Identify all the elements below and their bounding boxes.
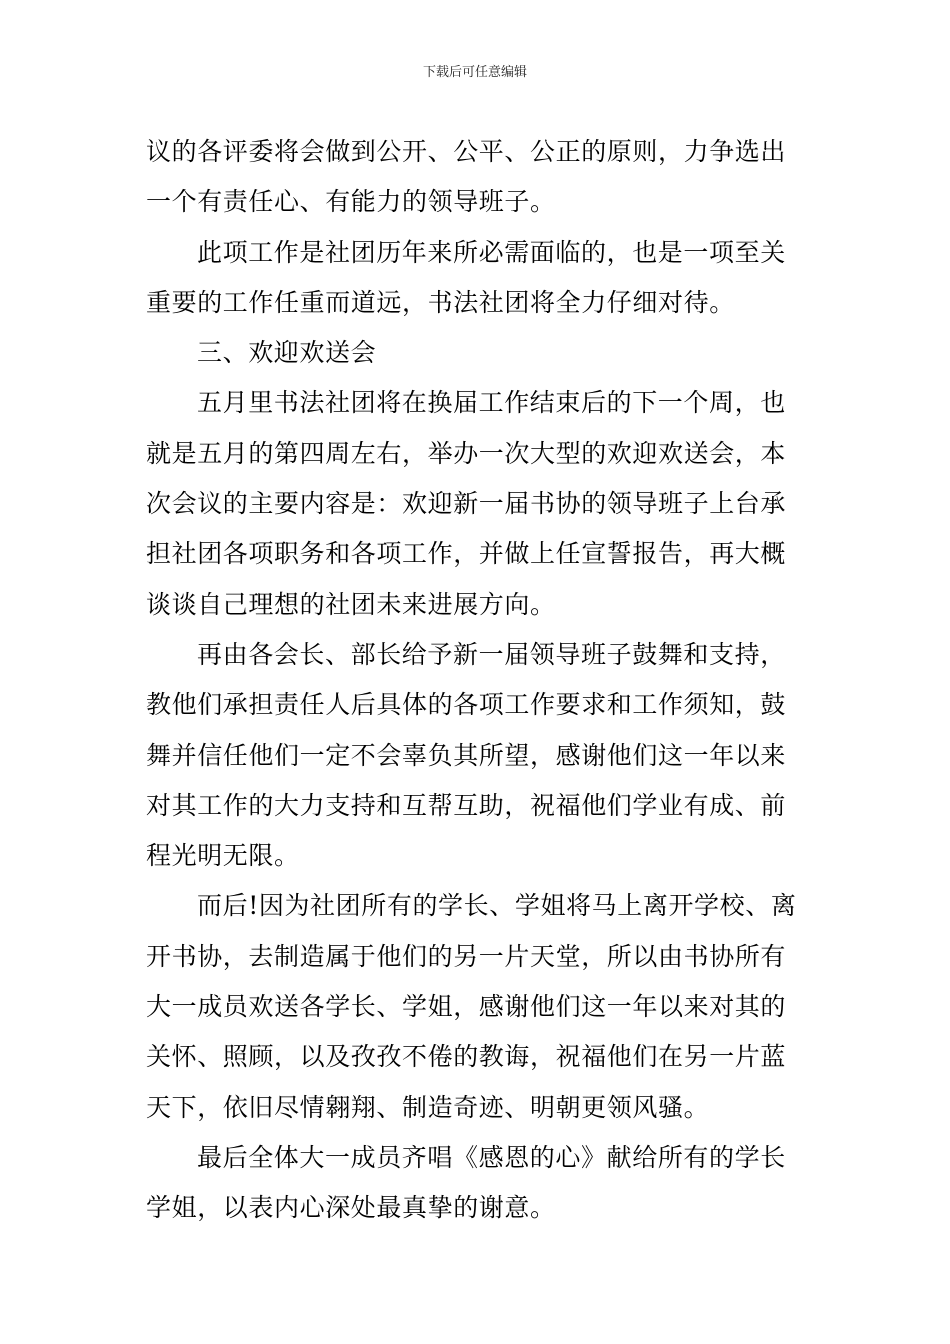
text-line: 议的各评委将会做到公开、公平、公正的原则，力争选出 <box>146 137 787 166</box>
text-line: 天下，依旧尽情翱翔、制造奇迹、明朝更领风骚。 <box>146 1092 710 1122</box>
text-line: 最后全体大一成员齐唱《感恩的心》献给所有的学长 <box>197 1142 786 1172</box>
text-line: 程光明无限。 <box>146 841 300 871</box>
text-line: 次会议的主要内容是：欢迎新一届书协的领导班子上台承 <box>146 489 787 519</box>
text-line: 五月里书法社团将在换届工作结束后的下一个周，也 <box>197 388 786 418</box>
text-line: 谈谈自己理想的社团未来进展方向。 <box>146 589 556 619</box>
text-line: 而后!因为社团所有的学长、学姐将马上离开学校、离 <box>197 891 797 921</box>
text-line: 对其工作的大力支持和互帮互助，祝福他们学业有成、前 <box>146 790 787 820</box>
text-line: 担社团各项职务和各项工作，并做上任宣誓报告，再大概 <box>146 539 787 569</box>
text-line: 大一成员欢送各学长、学姐，感谢他们这一年以来对其的 <box>146 992 787 1022</box>
text-line: 关怀、照顾，以及孜孜不倦的教诲，祝福他们在另一片蓝 <box>146 1042 787 1072</box>
section-heading: 三、欢迎欢送会 <box>197 338 377 368</box>
text-line: 此项工作是社团历年来所必需面临的，也是一项至关 <box>197 237 786 267</box>
text-line: 再由各会长、部长给予新一届领导班子鼓舞和支持， <box>197 639 786 669</box>
text-line: 重要的工作任重而道远，书法社团将全力仔细对待。 <box>146 287 735 317</box>
text-line: 学姐，以表内心深处最真挚的谢意。 <box>146 1193 556 1223</box>
page-header-note: 下载后可任意编辑 <box>422 65 527 80</box>
document-body <box>146 127 811 1234</box>
text-line: 开书协，去制造属于他们的另一片天堂，所以由书协所有 <box>146 941 787 971</box>
text-line: 就是五月的第四周左右，举办一次大型的欢迎欢送会，本 <box>146 438 787 468</box>
text-line: 一个有责任心、有能力的领导班子。 <box>146 187 556 217</box>
text-line: 舞并信任他们一定不会辜负其所望，感谢他们这一年以来 <box>146 740 787 770</box>
text-line: 教他们承担责任人后具体的各项工作要求和工作须知，鼓 <box>146 690 787 720</box>
